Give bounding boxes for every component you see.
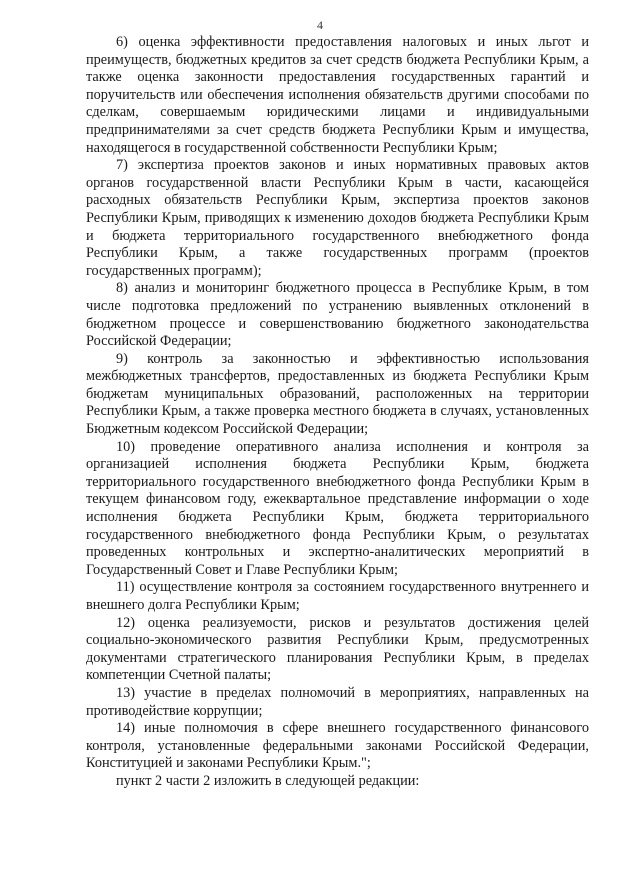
paragraph-item-7: 7) экспертиза проектов законов и иных нормативных правовых актов органов государственной власти Республики Крым в части, касающейся расходных обязательств Республики Крым, экспертиза проектов законов Республики Крым, приводящих к изменению доходов бюджета Республики Крым и бюджета территориального государственного внебюджетного фонда Республики Крым, а также государственных программ (проектов государственных программ); (86, 157, 589, 279)
paragraph-item-8: 8) анализ и мониторинг бюджетного процесса в Республике Крым, в том числе подготовка предложений по устранению выявленных отклонений в бюджетном процессе и совершенствованию бюджетного законодательства Российской Федерации; (86, 280, 589, 350)
page-number: 4 (317, 18, 323, 32)
paragraph-item-9: 9) контроль за законностью и эффективностью использования межбюджетных трансфертов, предоставленных из бюджета Республики Крым бюджетам муниципальных образований, расположенных на территории Республики Крым, а также проверка местного бюджета в случаях, установленных Бюджетным кодексом Российской Федерации; (86, 350, 589, 438)
paragraph-item-6: 6) оценка эффективности предоставления налоговых и иных льгот и преимуществ, бюджетных кредитов за счет средств бюджета Республики Крым, а также оценка законности предоставления государственных гарантий и поручительств или обеспечения исполнения обязательств другими способами по сделкам, совершаемым юридическими лицами и индивидуальными предпринимателями за счет средств бюджета Республики Крым и имущества, находящегося в государственной собственности Республики Крым; (86, 34, 589, 156)
paragraph-item-14: 14) иные полномочия в сфере внешнего государственного финансового контроля, установленные федеральными законами Российской Федерации, Конституцией и законами Республики Крым."; (86, 720, 589, 772)
document-body (86, 34, 589, 791)
paragraph-item-13: 13) участие в пределах полномочий в мероприятиях, направленных на противодействие коррупции; (86, 684, 589, 719)
paragraph-item-10: 10) проведение оперативного анализа исполнения и контроля за организацией исполнения бюджета Республики Крым, бюджета территориального государственного внебюджетного фонда Республики Крым в текущем финансовом году, ежеквартальное представление информации о ходе исполнения бюджета Республики Крым, бюджета территориального государственного внебюджетного фонда Республики Крым, о результатах проведенных контрольных и экспертно-аналитических мероприятий в Государственный Совет и Главе Республики Крым; (86, 438, 589, 578)
paragraph-amendment-note: пункт 2 части 2 изложить в следующей редакции: (116, 772, 420, 789)
paragraph-item-11: 11) осуществление контроля за состоянием государственного внутреннего и внешнего долга Республики Крым; (86, 579, 589, 613)
paragraph-item-12: 12) оценка реализуемости, рисков и результатов достижения целей социально-экономического развития Республики Крым, предусмотренных документами стратегического планирования Республики Крым, в пределах компетенции Счетной палаты; (86, 614, 589, 684)
